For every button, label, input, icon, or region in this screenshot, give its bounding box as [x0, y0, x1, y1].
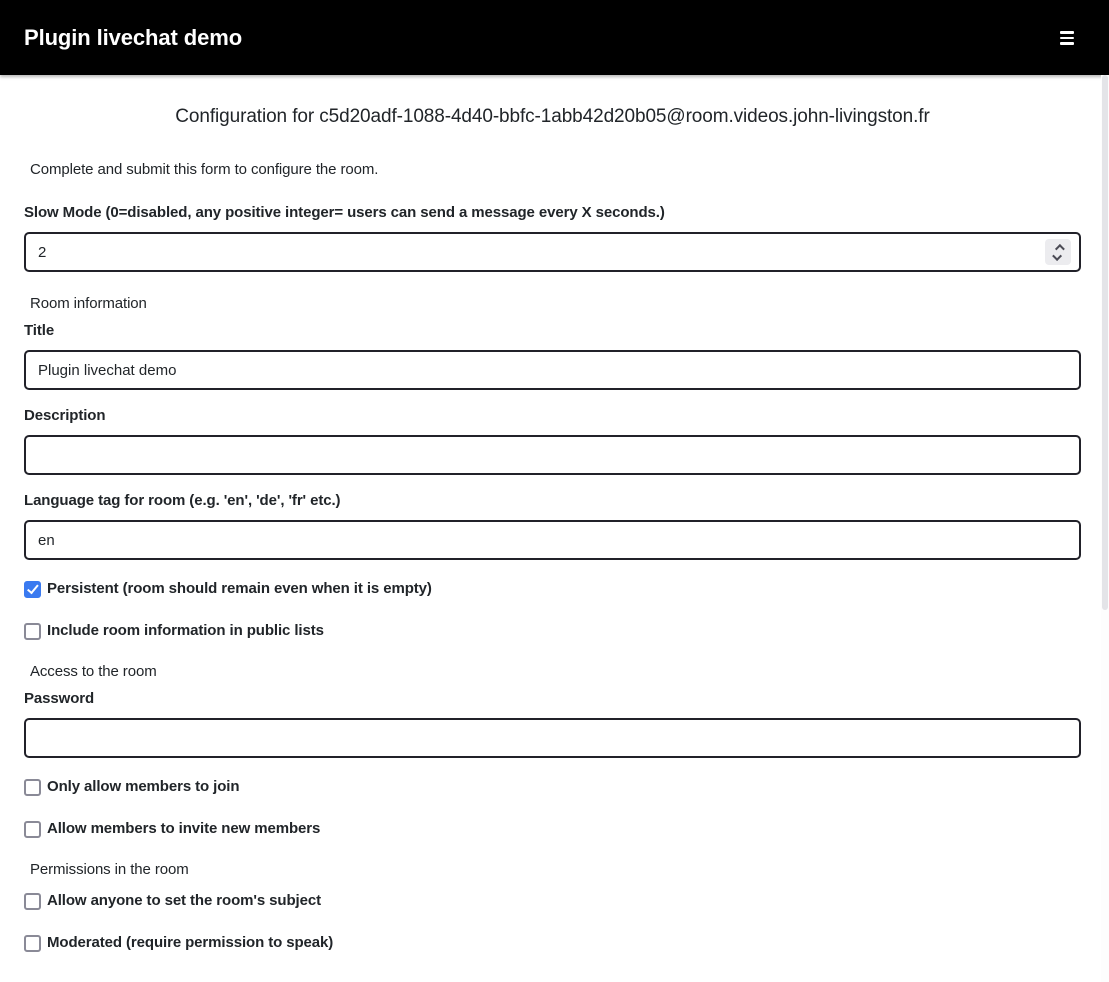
language-label: Language tag for room (e.g. 'en', 'de', 'fr' etc.)	[24, 492, 341, 509]
section-permissions: Permissions in the room	[30, 861, 189, 878]
section-access: Access to the room	[30, 663, 157, 680]
members-only-checkbox-label: Only allow members to join	[47, 778, 240, 795]
persistent-checkbox[interactable]	[24, 581, 41, 598]
password-input[interactable]	[24, 718, 1081, 758]
password-label: Password	[24, 690, 95, 707]
moderated-checkbox-label: Moderated (require permission to speak)	[47, 934, 334, 951]
persistent-checkbox-row[interactable]	[24, 580, 1081, 598]
members-invite-checkbox-row[interactable]	[24, 820, 1081, 838]
number-stepper[interactable]	[1045, 239, 1071, 265]
change-subject-checkbox-label: Allow anyone to set the room's subject	[47, 892, 321, 909]
language-input[interactable]	[24, 520, 1081, 560]
app-title: Plugin livechat demo	[24, 24, 243, 50]
form-instructions: Complete and submit this form to configure the room.	[30, 161, 379, 178]
slow-mode-input[interactable]	[24, 232, 1081, 272]
app-header	[0, 0, 1109, 75]
public-lists-checkbox[interactable]	[24, 623, 41, 640]
description-label: Description	[24, 407, 106, 424]
scrollbar-thumb[interactable]	[1102, 75, 1108, 610]
change-subject-checkbox[interactable]	[24, 893, 41, 910]
menu-button[interactable]	[1051, 22, 1083, 54]
members-invite-checkbox[interactable]	[24, 821, 41, 838]
change-subject-checkbox-row[interactable]	[24, 892, 1081, 910]
members-only-checkbox[interactable]	[24, 779, 41, 796]
page-title: Configuration for c5d20adf-1088-4d40-bbfc-1abb42d20b05@room.videos.john-livingston.fr	[175, 106, 930, 127]
slow-mode-label: Slow Mode (0=disabled, any positive integer= users can send a message every X seconds.)	[24, 204, 665, 221]
room-config-form	[0, 104, 1109, 982]
title-label: Title	[24, 322, 55, 339]
slow-mode-field	[24, 232, 1081, 272]
public-lists-checkbox-row[interactable]	[24, 622, 1081, 640]
moderated-checkbox-row[interactable]	[24, 934, 1081, 952]
moderated-checkbox[interactable]	[24, 935, 41, 952]
members-only-checkbox-row[interactable]	[24, 778, 1081, 796]
section-room-information: Room information	[30, 295, 147, 312]
title-input[interactable]	[24, 350, 1081, 390]
description-input[interactable]	[24, 435, 1081, 475]
public-lists-checkbox-label: Include room information in public lists	[47, 622, 324, 639]
scrollbar[interactable]	[1101, 75, 1109, 982]
members-invite-checkbox-label: Allow members to invite new members	[47, 820, 321, 837]
persistent-checkbox-label: Persistent (room should remain even when it is empty)	[47, 580, 432, 597]
